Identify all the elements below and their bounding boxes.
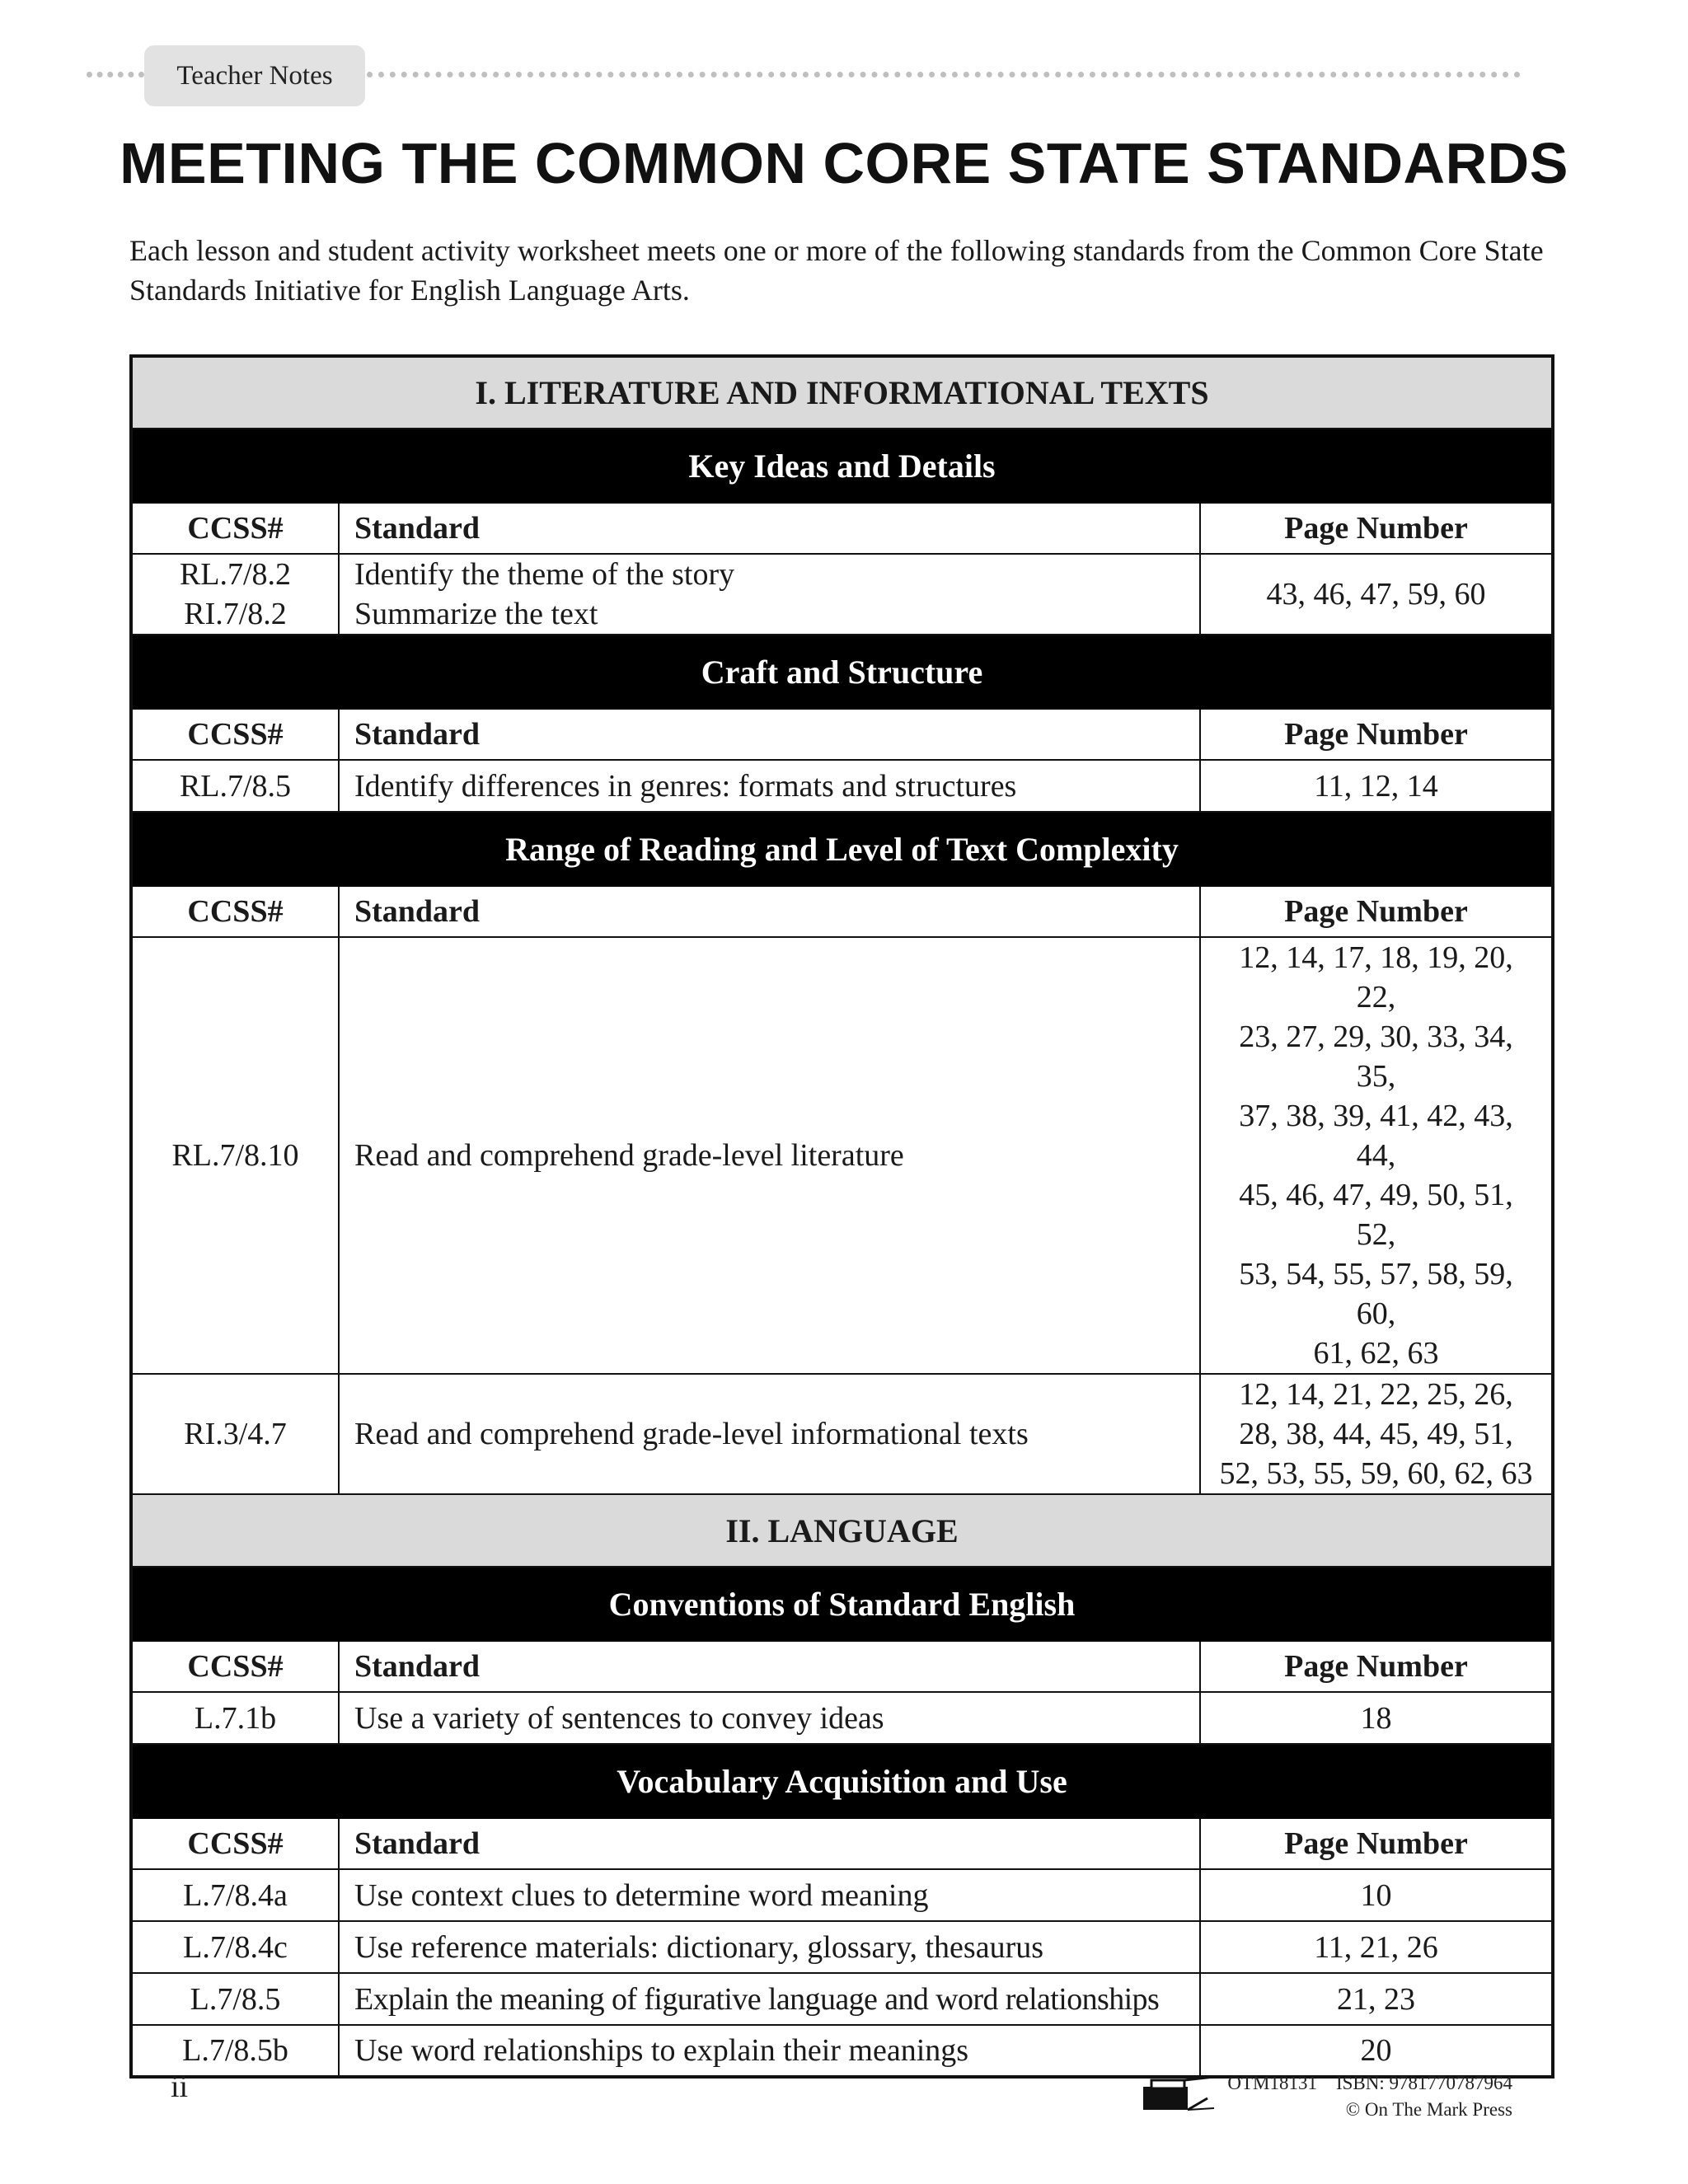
- subsection-header: [131, 1744, 1553, 1818]
- col-header-standard: Standard: [339, 503, 1200, 554]
- page-cell: [1200, 937, 1553, 1374]
- subsection-title: Key Ideas and Details: [131, 429, 1553, 503]
- page-cell: 43, 46, 47, 59, 60: [1200, 554, 1553, 635]
- book-icon: [1142, 2075, 1216, 2116]
- page-cell: 11, 12, 14: [1200, 760, 1553, 812]
- col-header-standard: Standard: [339, 709, 1200, 760]
- ccss-cell: L.7/8.4c: [131, 1921, 339, 1973]
- column-header-row: [131, 886, 1553, 937]
- product-isbn-line: [1220, 2070, 1512, 2097]
- table-row: [131, 1374, 1553, 1494]
- table-row: [131, 1692, 1553, 1744]
- page-cell: 21, 23: [1200, 1973, 1553, 2025]
- subsection-header: [131, 812, 1553, 886]
- ccss-cell: L.7/8.4a: [131, 1869, 339, 1921]
- standard-cell: Read and comprehend grade-level literature: [339, 937, 1200, 1374]
- product-code: OTM18131: [1227, 2073, 1317, 2093]
- subsection-title: Conventions of Standard English: [131, 1567, 1553, 1641]
- standards-table: [129, 354, 1554, 2079]
- ccss-cell: L.7.1b: [131, 1692, 339, 1744]
- header-dotted-rule-left: [87, 72, 144, 77]
- publisher-info: [1220, 2070, 1512, 2123]
- standard-cell: Explain the meaning of figurative language and word relationships: [339, 1973, 1200, 2025]
- ccss-code: RL.7/8.2: [179, 557, 292, 592]
- page-cell: 10: [1200, 1869, 1553, 1921]
- col-header-page: Page Number: [1200, 886, 1553, 937]
- section-title: II. LANGUAGE: [131, 1494, 1553, 1567]
- page-cell: 18: [1200, 1692, 1553, 1744]
- ccss-cell: RL.7/8.10: [131, 937, 339, 1374]
- ccss-cell: L.7/8.5: [131, 1973, 339, 2025]
- page-cell: [1200, 1374, 1553, 1494]
- page-list-line: 37, 38, 39, 41, 42, 43, 44,: [1239, 1099, 1513, 1173]
- standard-text: Identify the theme of the story: [354, 557, 735, 592]
- col-header-ccss: CCSS#: [131, 1641, 339, 1692]
- page-list-line: 12, 14, 21, 22, 25, 26,: [1239, 1377, 1513, 1412]
- col-header-page: Page Number: [1200, 1641, 1553, 1692]
- standard-cell: Use a variety of sentences to convey ideas: [339, 1692, 1200, 1744]
- standard-cell: Use context clues to determine word meaning: [339, 1869, 1200, 1921]
- column-header-row: [131, 1818, 1553, 1869]
- col-header-standard: Standard: [339, 886, 1200, 937]
- teacher-notes-tab: Teacher Notes: [144, 45, 365, 106]
- subsection-header: [131, 635, 1553, 709]
- ccss-cell: L.7/8.5b: [131, 2025, 339, 2077]
- page-list-line: 61, 62, 63: [1313, 1336, 1439, 1371]
- header-dotted-rule-right: [367, 72, 1521, 77]
- column-header-row: [131, 503, 1553, 554]
- standard-text: Summarize the text: [354, 597, 598, 631]
- table-row: [131, 1869, 1553, 1921]
- column-header-row: [131, 1641, 1553, 1692]
- col-header-ccss: CCSS#: [131, 886, 339, 937]
- ccss-cell: RL.7/8.5: [131, 760, 339, 812]
- col-header-ccss: CCSS#: [131, 503, 339, 554]
- section-title: I. LITERATURE AND INFORMATIONAL TEXTS: [131, 356, 1553, 429]
- table-row: [131, 2025, 1553, 2077]
- ccss-code: RI.7/8.2: [184, 597, 287, 631]
- table-row: [131, 554, 1553, 635]
- standard-cell: Use reference materials: dictionary, glossary, thesaurus: [339, 1921, 1200, 1973]
- col-header-page: Page Number: [1200, 503, 1553, 554]
- standard-cell: Read and comprehend grade-level informational texts: [339, 1374, 1200, 1494]
- ccss-cell: RI.3/4.7: [131, 1374, 339, 1494]
- subsection-title: Vocabulary Acquisition and Use: [131, 1744, 1553, 1818]
- col-header-ccss: CCSS#: [131, 1818, 339, 1869]
- standard-cell: Use word relationships to explain their meanings: [339, 2025, 1200, 2077]
- section-header: [131, 356, 1553, 429]
- page-number: ii: [171, 2069, 189, 2104]
- col-header-standard: Standard: [339, 1641, 1200, 1692]
- page-title: MEETING THE COMMON CORE STATE STANDARDS: [120, 131, 1568, 195]
- standard-cell: Identify differences in genres: formats and structures: [339, 760, 1200, 812]
- subsection-title: Range of Reading and Level of Text Complexity: [131, 812, 1553, 886]
- table-row: [131, 1921, 1553, 1973]
- copyright: © On The Mark Press: [1345, 2099, 1512, 2120]
- page-list-line: 23, 27, 29, 30, 33, 34, 35,: [1239, 1019, 1513, 1094]
- col-header-page: Page Number: [1200, 1818, 1553, 1869]
- table-row: [131, 1973, 1553, 2025]
- col-header-page: Page Number: [1200, 709, 1553, 760]
- isbn: ISBN: 9781770787964: [1335, 2073, 1512, 2093]
- ccss-cell: [131, 554, 339, 635]
- subsection-header: [131, 429, 1553, 503]
- col-header-standard: Standard: [339, 1818, 1200, 1869]
- page-cell: 11, 21, 26: [1200, 1921, 1553, 1973]
- subsection-header: [131, 1567, 1553, 1641]
- table-row: [131, 937, 1553, 1374]
- col-header-ccss: CCSS#: [131, 709, 339, 760]
- page-list-line: 52, 53, 55, 59, 60, 62, 63: [1219, 1456, 1533, 1491]
- standard-cell: [339, 554, 1200, 635]
- table-row: [131, 760, 1553, 812]
- page-cell: 20: [1200, 2025, 1553, 2077]
- column-header-row: [131, 709, 1553, 760]
- page-list-line: 53, 54, 55, 57, 58, 59, 60,: [1239, 1257, 1513, 1331]
- page-list-line: 12, 14, 17, 18, 19, 20, 22,: [1239, 940, 1513, 1015]
- subsection-title: Craft and Structure: [131, 635, 1553, 709]
- page-list-line: 28, 38, 44, 45, 49, 51,: [1239, 1417, 1513, 1451]
- page-list-line: 45, 46, 47, 49, 50, 51, 52,: [1239, 1178, 1513, 1252]
- intro-paragraph: Each lesson and student activity worksheet meets one or more of the following standards from the Common Core State Standards Initiative for English Language Arts.: [129, 234, 1544, 307]
- section-header: [131, 1494, 1553, 1567]
